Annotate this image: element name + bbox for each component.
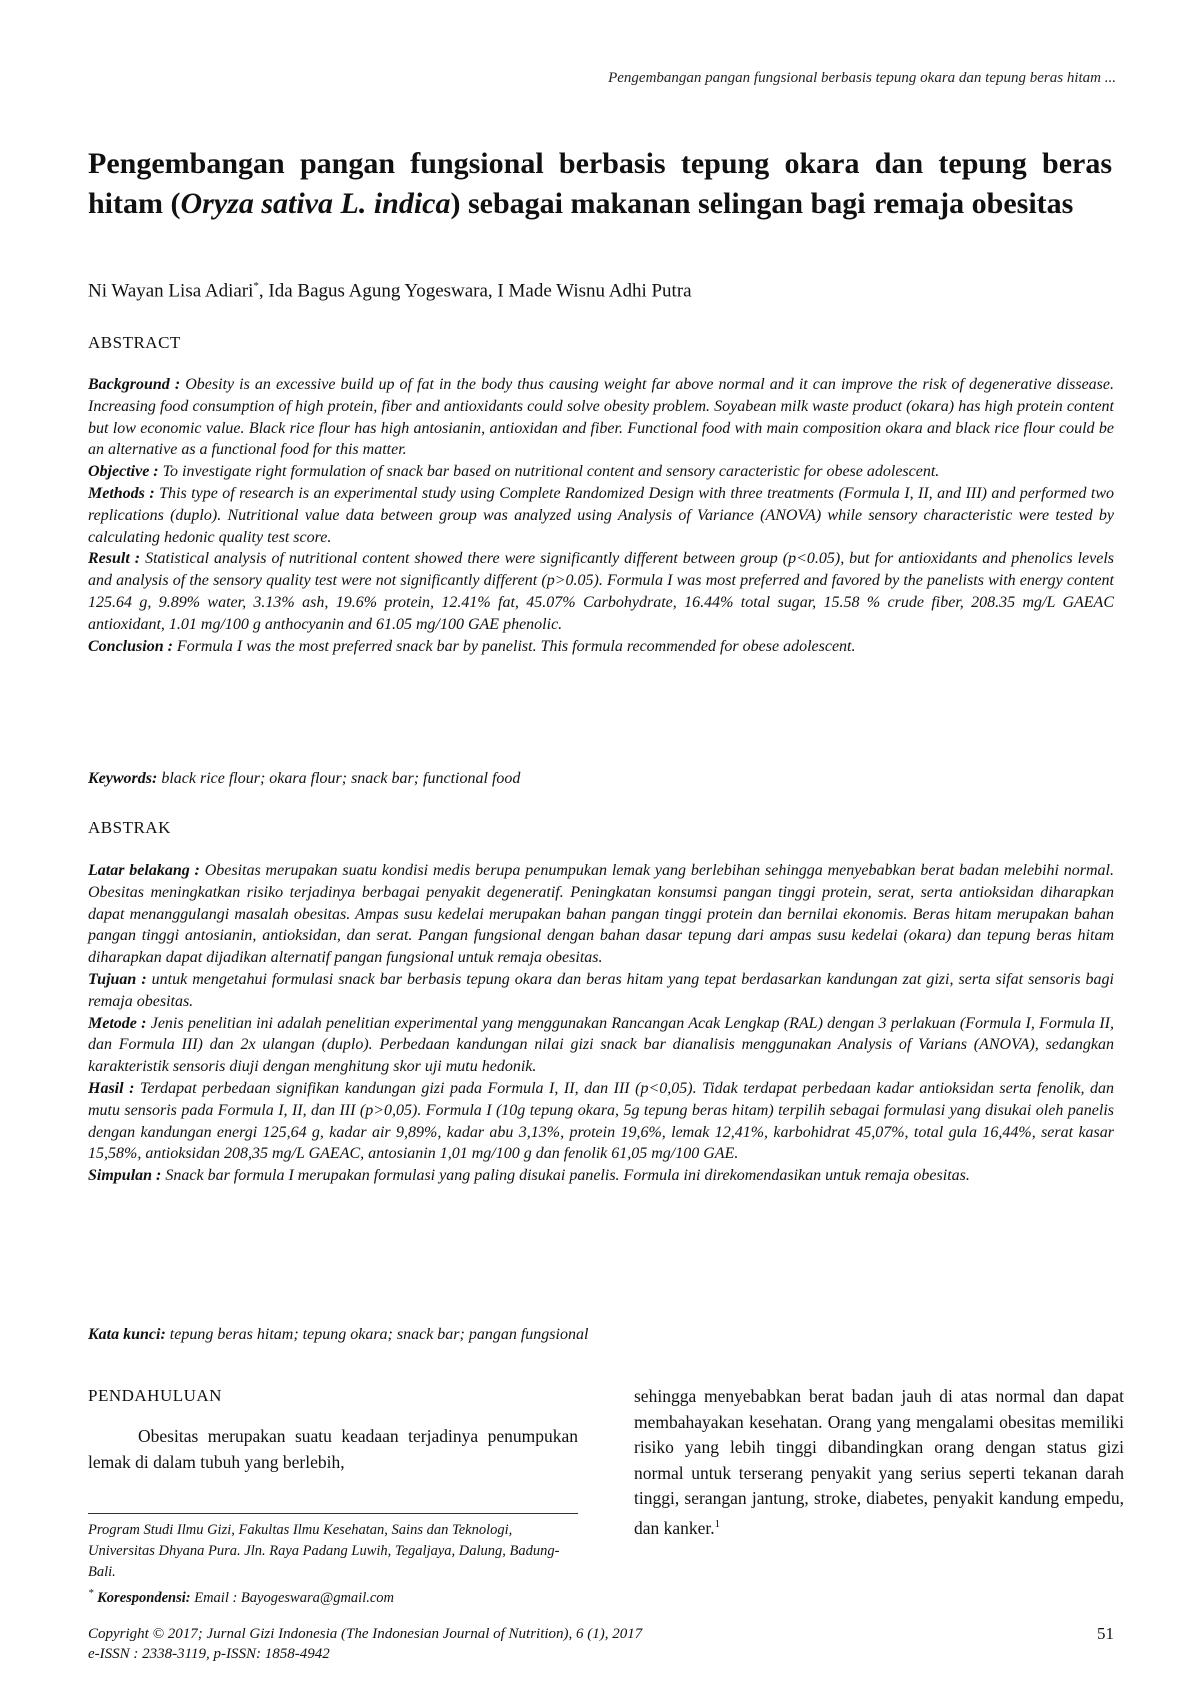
footnote-divider <box>88 1513 578 1514</box>
simpulan-text: Snack bar formula I merupakan formulasi yang paling disukai panelis. Formula ini direkomendasikan untuk remaja obesitas. <box>161 1167 970 1185</box>
abstract-objective <box>88 461 1114 483</box>
keywords <box>88 770 1114 788</box>
abstract-conclusion <box>88 636 1114 658</box>
copyright-line: Copyright © 2017; Jurnal Gizi Indonesia (The Indonesian Journal of Nutrition), 6 (1), 2017 <box>88 1626 643 1642</box>
author-corr-mark: * <box>253 280 259 292</box>
corr-mark: * <box>88 1587 94 1599</box>
abstrak-simpulan <box>88 1165 1114 1187</box>
conclusion-text: Formula I was the most preferred snack bar by panelist. This formula recommended for obese adolescent. <box>172 637 856 655</box>
left-column <box>88 1386 578 1475</box>
background-lead: Background : <box>88 376 181 393</box>
methods-lead: Methods : <box>88 484 155 502</box>
kata-kunci-lead: Kata kunci: <box>88 1326 166 1343</box>
corr-lead: Korespondensi: <box>93 1589 191 1606</box>
kata-kunci-text: tepung beras hitam; tepung okara; snack bar; pangan fungsional <box>165 1326 589 1343</box>
metode-text: Jenis penelitian ini adalah penelitian experimental yang menggunakan Rancangan Acak Lengkap (RAL) dengan 3 perlakuan (Formula I, Formula II, dan Formula III) dan 2x ulangan (duplo). Perbedaan kandungan nilai gizi snack bar dianalisis menggunakan Analysis of Varians (ANOVA), sedangkan karakteristik sensoris diuji dengan menghitung skor uji mutu hedonik. <box>88 1014 1114 1076</box>
simpulan-lead: Simpulan : <box>88 1167 162 1185</box>
keywords-lead: Keywords: <box>88 770 158 787</box>
corr-email: Email : Bayogeswara@gmail.com <box>190 1589 395 1606</box>
author-rest: , Ida Bagus Agung Yogeswara, I Made Wisnu Adhi Putra <box>258 280 692 302</box>
abstract-result <box>88 548 1114 635</box>
title-part-1: Pengembangan pangan fungsional berbasis tepung okara dan tepung beras hitam ( <box>88 147 1112 220</box>
title-part-2: ) sebagai makanan selingan bagi remaja obesitas <box>450 187 1074 220</box>
objective-text: To investigate right formulation of snack bar based on nutritional content and sensory caracteristic for obese adolescent. <box>158 463 940 481</box>
abstrak-latar <box>88 860 1114 969</box>
running-head: Pengembangan pangan fungsional berbasis tepung okara dan tepung beras hitam ... <box>608 70 1116 86</box>
author-list <box>88 280 692 302</box>
kata-kunci <box>88 1326 1114 1344</box>
correspondence-note <box>88 1583 578 1609</box>
abstrak-hasil <box>88 1078 1114 1165</box>
keywords-text: black rice flour; okara flour; snack bar; functional food <box>157 770 521 787</box>
author-first: Ni Wayan Lisa Adiari <box>88 280 254 302</box>
title-species: Oryza sativa L. indica <box>180 187 451 220</box>
article-title <box>88 144 1112 224</box>
affiliation-note: Program Studi Ilmu Gizi, Fakultas Ilmu Kesehatan, Sains dan Teknologi, Universitas Dhyana Pura. Jln. Raya Padang Luwih, Tegaljaya, Dalung, Badung-Bali. <box>88 1522 560 1580</box>
issn-line: e-ISSN : 2338-3119, p-ISSN: 1858-4942 <box>88 1646 330 1662</box>
abstrak-label: ABSTRAK <box>88 818 171 837</box>
page-footer <box>88 1624 1114 1664</box>
result-text: Statistical analysis of nutritional content showed there were significantly different between group (p<0.05), but for antioxidants and phenolics levels and analysis of the sensory quality test were not significantly different (p>0.05). Formula I was most preferred and favored by the panelists with energy content 125.64 g, 9.89% water, 3.13% ash, 19.6% protein, 12.41% fat, 45.07% Carbohydrate, 16.44% total sugar, 15.58 % crude fiber, 208.35 mg/L GAEAC antioxidant, 1.01 mg/100 g anthocyanin and 61.05 mg/100 GAE phenolic. <box>88 550 1114 633</box>
hasil-lead: Hasil : <box>88 1079 135 1097</box>
reference-marker: 1 <box>714 1517 721 1530</box>
intro-paragraph-left: Obesitas merupakan suatu keadaan terjadinya penumpukan lemak di dalam tubuh yang berlebih, <box>88 1426 578 1472</box>
page-number: 51 <box>1097 1624 1114 1643</box>
right-column <box>634 1384 1124 1541</box>
latar-text: Obesitas merupakan suatu kondisi medis berupa penumpukan lemak yang berlebihan sehingga menyebabkan berat badan melebihi normal. Obesitas meningkatkan risiko terjadinya berbagai penyakit degeneratif. Peningkatan konsumsi pangan tinggi protein, serat, serta antioksidan diharapkan dapat menanggulangi masalah obesitas. Ampas susu kedelai merupakan bahan pangan tinggi protein dan bernilai ekonomis. Beras hitam merupakan bahan pangan tinggi antosianin, antioksidan, dan serat. Pangan fungsional dengan bahan dasar tepung dari ampas susu kedelai (okara) dan tepung beras hitam diharapkan dapat dijadikan alternatif pangan fungsional untuk remaja obesitas. <box>88 862 1114 967</box>
background-text: Obesity is an excessive build up of fat in the body thus causing weight far above normal and it can improve the risk of degenerative dissease. Increasing food consumption of high protein, fiber and antioxidants could solve obesity problem. Soyabean milk waste product (okara) has high protein content but low economic value. Black rice flour has high antosianin, antioxidan and fiber. Functional food with main composition okara and black rice flour could be an alternative as a functional food for this matter. <box>88 376 1115 459</box>
abstrak-tujuan <box>88 969 1114 1013</box>
conclusion-lead: Conclusion : <box>88 637 173 655</box>
methods-text: This type of research is an experimental study using Complete Randomized Design with three treatments (Formula I, II, and III) and performed two replications (duplo). Nutritional value data between group was analyzed using Analysis of Variance (ANOVA) while sensory characteristic were tested by calculating hedonic quality test score. <box>88 484 1115 546</box>
abstract-methods <box>88 483 1114 548</box>
hasil-text: Terdapat perbedaan signifikan kandungan gizi pada Formula I, II, dan III (p<0,05). Tidak terdapat perbedaan kadar antioksidan serta fenolik, dan mutu sensoris pada Formula I, II, dan III (p>0,05). Formula I (10g tepung okara, 5g tepung beras hitam) terpilih sebagai formulasi yang disukai oleh panelis dengan kandungan energi 125,64 g, kadar air 9,89%, kadar abu 3,13%, protein 19,6%, lemak 12,41%, karbohidrat 45,07%, total gula 16,44%, serat kasar 15,58%, antioksidan 208,35 mg/L GAEAC, antosianin 1,01 mg/100 g dan fenolik 61,05 mg/100 GAE. <box>88 1079 1115 1163</box>
metode-lead: Metode : <box>88 1014 147 1032</box>
section-heading-pendahuluan: PENDAHULUAN <box>88 1386 222 1405</box>
result-lead: Result : <box>88 550 141 568</box>
objective-lead: Objective : <box>88 463 159 481</box>
intro-paragraph-right: sehingga menyebabkan berat badan jauh di atas normal dan dapat membahayakan kesehatan. Orang yang mengalami obesitas memiliki risiko yang lebih tinggi dibandingkan orang dengan status gizi normal untuk terserang penyakit yang serius seperti tekanan darah tinggi, serangan jantung, stroke, diabetes, penyakit kandung empedu, dan kanker. <box>634 1386 1124 1538</box>
tujuan-lead: Tujuan : <box>88 970 147 988</box>
abstrak-body <box>88 860 1114 1187</box>
abstrak-metode <box>88 1013 1114 1078</box>
abstract-label: ABSTRACT <box>88 333 181 352</box>
abstract-body <box>88 374 1114 657</box>
abstract-background <box>88 374 1114 461</box>
footnotes <box>88 1520 578 1609</box>
latar-lead: Latar belakang : <box>88 862 200 879</box>
tujuan-text: untuk mengetahui formulasi snack bar berbasis tepung okara dan beras hitam yang tepat berdasarkan kandungan zat gizi, serta sifat sensoris bagi remaja obesitas. <box>88 970 1115 1010</box>
